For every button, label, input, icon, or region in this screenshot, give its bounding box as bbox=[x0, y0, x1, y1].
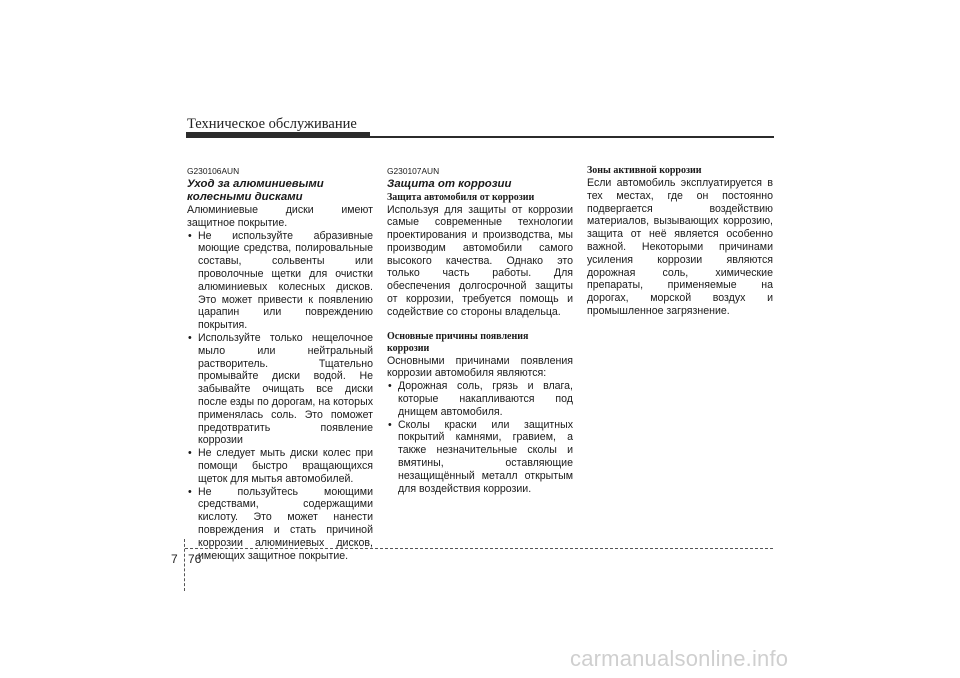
footer-rule bbox=[185, 548, 773, 549]
subsection-heading: Защита автомобиля от коррозии bbox=[387, 191, 535, 203]
paragraph: Если автомобиль эксплуатируется в тех местах, где он постоянно подвергается воздействию материалов, вызывающих коррозию, защита от неё является особенно важной. Некоторыми причинами усиления коррозии являются дорожная соль, химические препараты, применяемые на дорогах, морской воздух и промышленное загрязнение. bbox=[587, 177, 773, 317]
section-intro: Алюминиевые диски имеют защитное покрытие. bbox=[187, 204, 373, 229]
list-item: • Сколы краски или защитных покрытий камнями, гравием, а также незначительные сколы и вмятины, оставляющие незащищённый металл открытым для воздействия коррозии. bbox=[387, 419, 573, 496]
section-code: G230107AUN bbox=[387, 166, 440, 176]
bullet-list bbox=[187, 230, 373, 563]
list-item: • Не следует мыть диски колес при помощи быстро вращающихся щеток для мытья автомобилей. bbox=[187, 447, 373, 485]
list-item: • Не пользуйтесь моющими средствами, содержащими кислоту. Это может нанести повреждения и стать причиной коррозии алюминиевых дисков, имеющих защитное покрытие. bbox=[187, 486, 373, 563]
list-item: • Используйте только нещелочное мыло или нейтральный растворитель. Тщательно промывайте диски водой. Не забывайте очищать все диски после езды по дорогам, на которых применялась соль. Это поможет предотвратить появление коррозии bbox=[187, 332, 373, 447]
column-corrosion-protection bbox=[387, 166, 573, 495]
section-title: Защита от коррозии bbox=[387, 178, 512, 190]
paragraph: Используя для защиты от коррозии самые современные технологии проектирования и производства, мы производим автомобили самого высокого качества. Однако это только часть работы. Для обеспечения долгосрочной защиты от коррозии, требуется помощь и содействие со стороны владельца. bbox=[387, 203, 573, 318]
watermark: carmanualsonline.info bbox=[570, 646, 789, 671]
footer-divider bbox=[184, 539, 185, 591]
page-number: 76 bbox=[188, 552, 202, 566]
bullet-list bbox=[387, 380, 573, 495]
page-header-title: Техническое обслуживание bbox=[187, 116, 357, 132]
spacer bbox=[387, 319, 573, 331]
list-item: • Дорожная соль, грязь и влага, которые накапливаются под днищем автомобиля. bbox=[387, 380, 573, 418]
column-active-corrosion-zones bbox=[587, 165, 773, 318]
column-wheel-care bbox=[187, 166, 373, 562]
list-item: • Не используйте абразивные моющие средства, полировальные составы, сольвенты или проволочные щетки для очистки алюминиевых колесных дисков. Это может привести к появлению царапин или повреждению покрытия. bbox=[187, 230, 373, 332]
subsection-heading: Основные причины появления коррозии bbox=[387, 330, 529, 354]
chapter-number: 7 bbox=[171, 552, 178, 566]
section-code: G230106AUN bbox=[187, 166, 240, 176]
paragraph: Основными причинами появления коррозии автомобиля являются: bbox=[387, 354, 573, 380]
header-rule bbox=[186, 136, 774, 138]
section-title: Уход за алюминиевыми колесными дисками bbox=[187, 178, 324, 203]
subsection-heading: Зоны активной коррозии bbox=[587, 165, 702, 176]
